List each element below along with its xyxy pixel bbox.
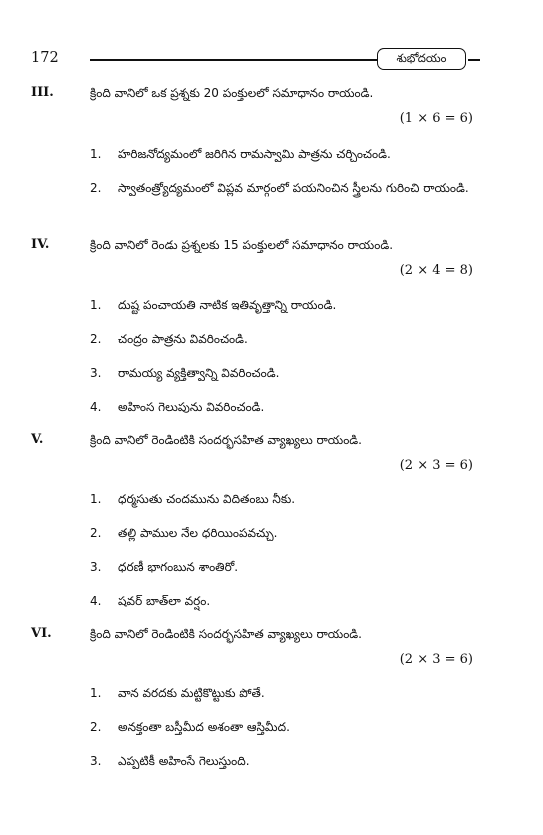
item-number: 1. xyxy=(90,147,102,161)
marks-allocation: (2 × 3 = 6) xyxy=(399,458,473,473)
item-number: 1. xyxy=(90,686,102,700)
page-number: 172 xyxy=(31,50,59,66)
marks-allocation: (2 × 4 = 8) xyxy=(399,263,473,278)
item-number: 2. xyxy=(90,181,102,195)
item-number: 4. xyxy=(90,400,102,414)
section-instruction: క్రింది వానిలో రెండింటికి సందర్భసహిత వ్యాఖ్యలు రాయండి. xyxy=(90,627,362,641)
marks-allocation: (2 × 3 = 6) xyxy=(399,652,473,667)
item-number: 3. xyxy=(90,366,102,380)
section-number: VI. xyxy=(31,626,52,641)
item-number: 4. xyxy=(90,594,102,608)
item-text: దుష్ట పంచాయతి నాటిక ఇతివృత్తాన్ని రాయండి. xyxy=(118,298,337,312)
item-text: ధరణీ భాగంబున శాంతిరో. xyxy=(118,560,239,574)
section-instruction: క్రింది వానిలో ఒక ప్రశ్నకు 20 పంక్తులలో సమాధానం రాయండి. xyxy=(90,86,374,100)
item-number: 3. xyxy=(90,754,102,768)
item-text: షవర్ బాత్‌లా వర్షం. xyxy=(118,594,211,608)
item-text: చంద్రం పాత్రను వివరించండి. xyxy=(118,332,248,346)
item-number: 1. xyxy=(90,298,102,312)
item-number: 2. xyxy=(90,526,102,540)
item-text: ఎప్పటికీ అహింసే గెలుస్తుంది. xyxy=(118,754,250,768)
item-text: అనక్తంతా బస్తీమీద అశంతా ఆస్తిమీద. xyxy=(118,720,290,734)
item-text: ధర్మసుతు చందమును విదితంబు నీకు. xyxy=(118,492,296,506)
section-number: IV. xyxy=(31,237,50,252)
header-rule-end xyxy=(468,59,480,61)
item-number: 1. xyxy=(90,492,102,506)
item-text: అహింస గెలుపును వివరించండి. xyxy=(118,400,265,414)
marks-allocation: (1 × 6 = 6) xyxy=(399,111,473,126)
section-instruction: క్రింది వానిలో రెండింటికి సందర్భసహిత వ్యాఖ్యలు రాయండి. xyxy=(90,433,362,447)
item-number: 2. xyxy=(90,720,102,734)
header-rule xyxy=(90,59,377,61)
page-header xyxy=(0,48,543,72)
book-title-badge: శుభోదయం xyxy=(377,48,466,70)
section-number: III. xyxy=(31,85,54,100)
item-number: 2. xyxy=(90,332,102,346)
item-text: స్వాతంత్ర్యోద్యమంలో విప్లవ మార్గంలో పయనించిన స్త్రీలను గురించి రాయండి. xyxy=(118,181,469,195)
item-text: వాన వరదకు మట్టికొట్టుకు పోతే. xyxy=(118,686,265,700)
item-text: తల్లి పాముల నేల ధరియింపవచ్చు. xyxy=(118,526,278,540)
item-number: 3. xyxy=(90,560,102,574)
item-text: రామయ్య వ్యక్తిత్వాన్ని వివరించండి. xyxy=(118,366,280,380)
section-number: V. xyxy=(31,432,44,447)
section-instruction: క్రింది వానిలో రెండు ప్రశ్నలకు 15 పంక్తులలో సమాధానం రాయండి. xyxy=(90,238,394,252)
item-text: హరిజనోద్యమంలో జరిగిన రామస్వామి పాత్రను చర్చించండి. xyxy=(118,147,391,161)
